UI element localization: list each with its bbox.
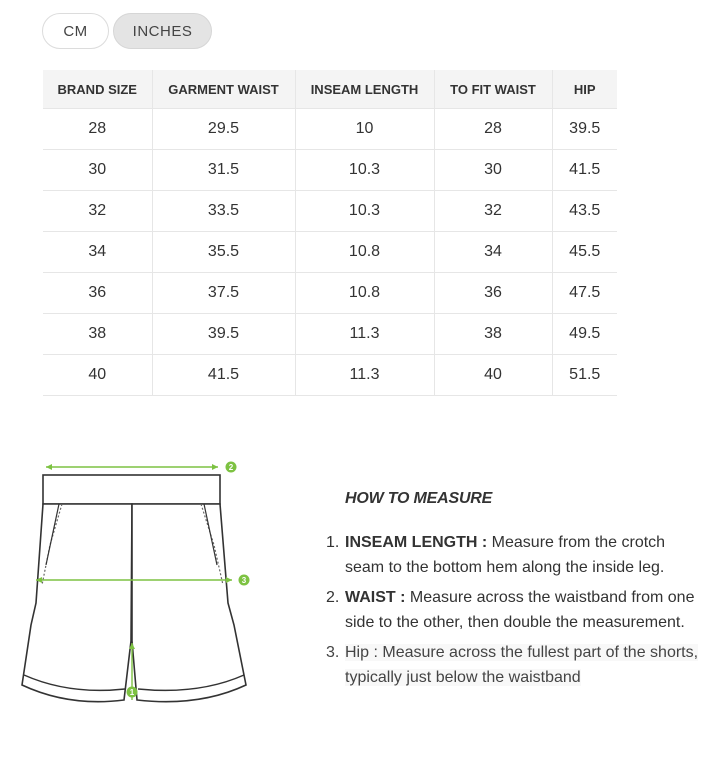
cell-hip: 45.5: [552, 232, 617, 273]
table-row: [43, 109, 617, 150]
hip-marker-label: 3: [241, 576, 247, 585]
how-to-measure-title: HOW TO MEASURE: [345, 490, 493, 507]
header-brand-size: BRAND SIZE: [43, 70, 152, 109]
cell-to-fit-waist: 30: [434, 150, 552, 191]
step-text: Measure across the waistband from one side to the other, then double the measurement.: [345, 589, 695, 631]
cell-brand-size: 34: [43, 232, 152, 273]
list-item: [321, 640, 706, 690]
cell-hip: 49.5: [552, 314, 617, 355]
cell-hip: 41.5: [552, 150, 617, 191]
waist-arrow-right-head: [212, 464, 218, 470]
waistband-shape: [43, 475, 220, 504]
header-inseam-length: INSEAM LENGTH: [295, 70, 434, 109]
cell-garment-waist: 39.5: [152, 314, 295, 355]
waist-arrow-left-head: [46, 464, 52, 470]
list-item: [321, 530, 706, 580]
hip-arrow-right-head: [226, 577, 232, 583]
cell-brand-size: 32: [43, 191, 152, 232]
size-chart-table: [43, 70, 617, 396]
shorts-measurement-icon: [14, 455, 254, 720]
step-number: 2.: [326, 589, 340, 606]
header-hip: HIP: [552, 70, 617, 109]
cell-hip: 51.5: [552, 355, 617, 396]
table-row: [43, 355, 617, 396]
cell-inseam-length: 10: [295, 109, 434, 150]
inseam-marker-label: 1: [129, 688, 135, 697]
table-row: [43, 314, 617, 355]
cell-brand-size: 40: [43, 355, 152, 396]
cell-brand-size: 30: [43, 150, 152, 191]
cell-garment-waist: 37.5: [152, 273, 295, 314]
cell-to-fit-waist: 40: [434, 355, 552, 396]
cell-inseam-length: 10.8: [295, 273, 434, 314]
how-to-measure-list: [321, 530, 706, 695]
step-term: Hip :: [345, 644, 378, 661]
cell-inseam-length: 10.8: [295, 232, 434, 273]
cell-inseam-length: 10.3: [295, 150, 434, 191]
cell-brand-size: 36: [43, 273, 152, 314]
cell-brand-size: 38: [43, 314, 152, 355]
cm-button[interactable]: CM: [42, 13, 109, 49]
header-to-fit-waist: TO FIT WAIST: [434, 70, 552, 109]
cell-to-fit-waist: 32: [434, 191, 552, 232]
list-item: [321, 585, 706, 635]
cell-to-fit-waist: 36: [434, 273, 552, 314]
table-row: [43, 150, 617, 191]
right-leg-shape: [129, 504, 246, 702]
cell-garment-waist: 31.5: [152, 150, 295, 191]
cell-garment-waist: 33.5: [152, 191, 295, 232]
step-term: INSEAM LENGTH :: [345, 534, 492, 551]
waist-marker-label: 2: [228, 463, 234, 472]
cell-to-fit-waist: 34: [434, 232, 552, 273]
table-row: [43, 232, 617, 273]
cell-to-fit-waist: 38: [434, 314, 552, 355]
cell-brand-size: 28: [43, 109, 152, 150]
cell-hip: 43.5: [552, 191, 617, 232]
cell-garment-waist: 41.5: [152, 355, 295, 396]
header-garment-waist: GARMENT WAIST: [152, 70, 295, 109]
cell-inseam-length: 11.3: [295, 355, 434, 396]
cell-hip: 47.5: [552, 273, 617, 314]
cell-inseam-length: 10.3: [295, 191, 434, 232]
left-leg-shape: [22, 504, 132, 702]
step-text: Measure from the crotch seam to the bottom hem along the inside leg.: [345, 534, 666, 576]
table-header-row: [43, 70, 617, 109]
step-number: 3.: [326, 644, 340, 661]
cell-inseam-length: 11.3: [295, 314, 434, 355]
inches-button[interactable]: INCHES: [113, 13, 212, 49]
step-number: 1.: [326, 534, 340, 551]
cell-garment-waist: 35.5: [152, 232, 295, 273]
step-term: WAIST :: [345, 589, 410, 606]
cell-garment-waist: 29.5: [152, 109, 295, 150]
cell-hip: 39.5: [552, 109, 617, 150]
cell-to-fit-waist: 28: [434, 109, 552, 150]
table-row: [43, 273, 617, 314]
table-row: [43, 191, 617, 232]
unit-toggle: [42, 13, 212, 49]
step-text: Measure across the fullest part of the shorts, typically just below the waistband: [345, 644, 699, 686]
